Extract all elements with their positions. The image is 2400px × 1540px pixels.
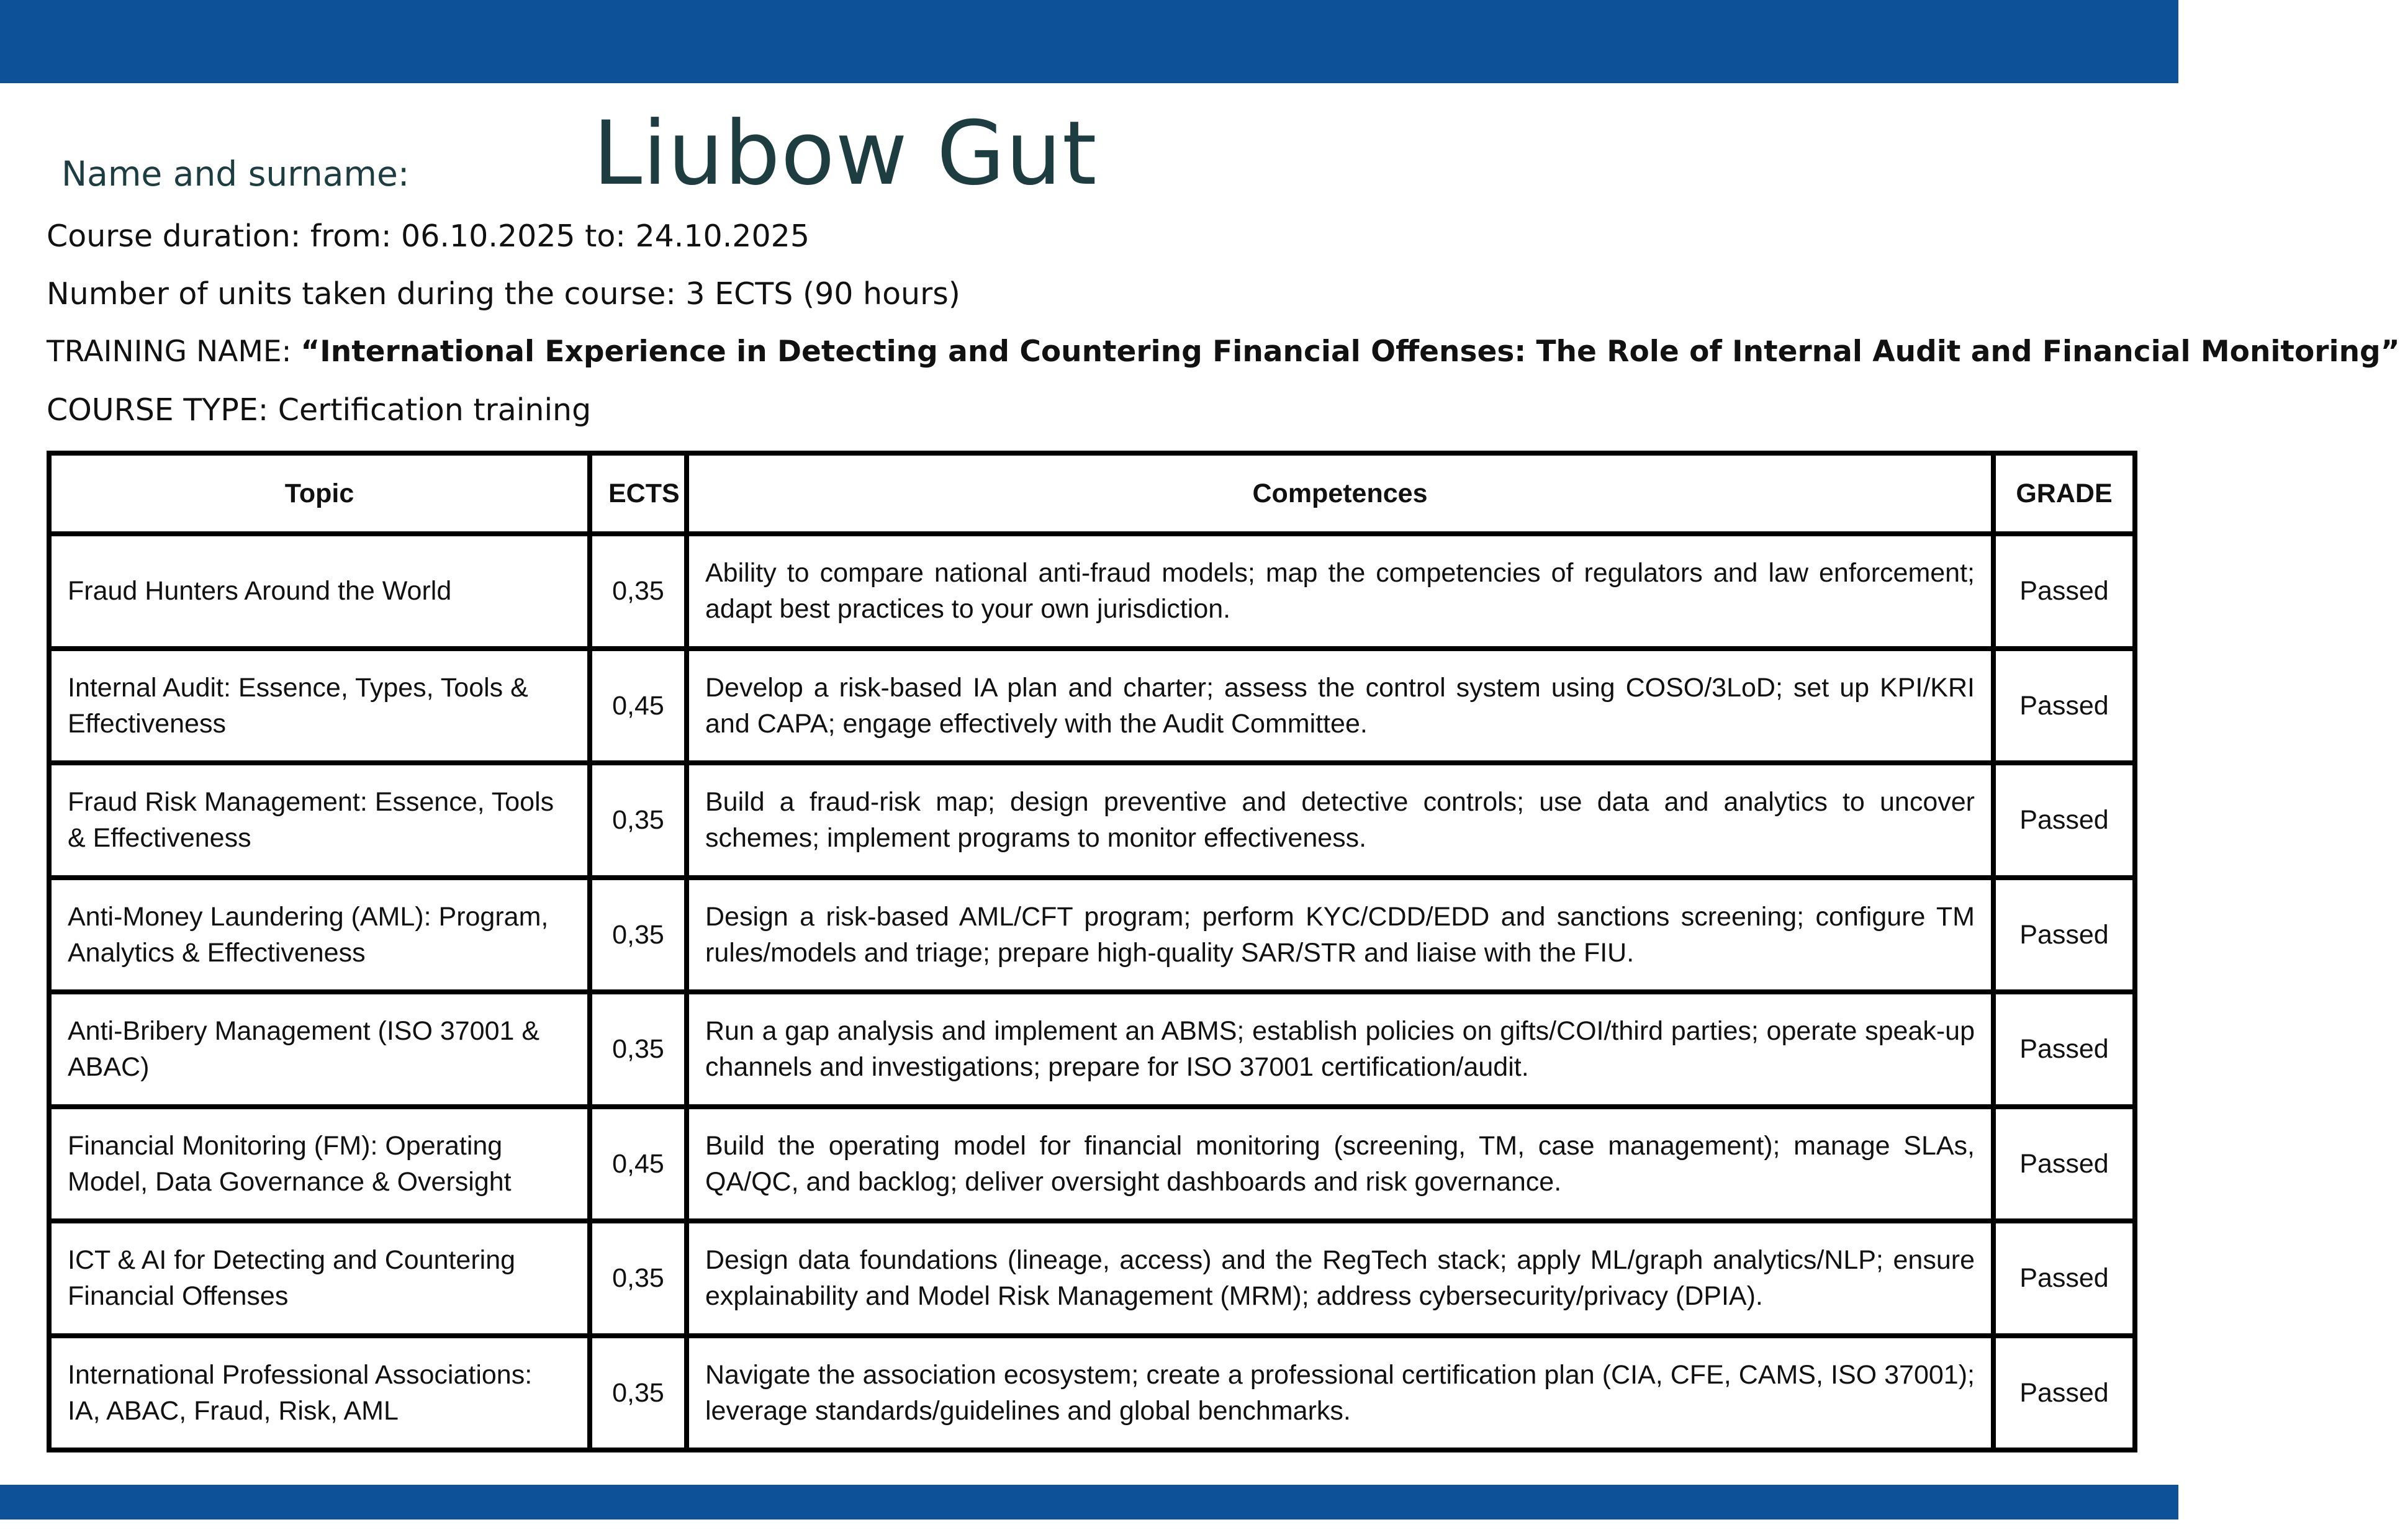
table-row [49,992,2135,1107]
topic-cell: Fraud Hunters Around the World [49,534,590,649]
table-row [49,1107,2135,1222]
top-banner [0,0,2178,83]
competences-cell: Build a fraud-risk map; design preventive and detective controls; use data and analytics to uncover schemes; implement programs to monitor effectiveness. [687,763,1993,878]
grade-cell: Passed [1993,1221,2135,1336]
ects-cell: 0,35 [590,763,687,878]
grade-cell: Passed [1993,649,2135,763]
ects-cell: 0,45 [590,649,687,763]
course-duration: Course duration: from: 06.10.2025 to: 24.10.2025 [47,218,810,254]
competences-cell: Design data foundations (lineage, access) and the RegTech stack; apply ML/graph analytics/NLP; ensure explainability and Model Risk Management (MRM); address cybersecurity/privacy (DPIA). [687,1221,1993,1336]
table-row [49,763,2135,878]
participant-name: Liubow Gut [593,102,1098,205]
topic-cell: Internal Audit: Essence, Types, Tools & Effectiveness [49,649,590,763]
bottom-banner [0,1485,2178,1520]
table-row [49,1221,2135,1336]
training-name [47,335,2400,369]
ects-cell: 0,35 [590,992,687,1107]
topic-cell: Anti-Bribery Management (ISO 37001 & ABAC) [49,992,590,1107]
table-row [49,878,2135,993]
training-name-value: “International Experience in Detecting and Countering Financial Offenses: The Role of Internal Audit and Financial Monitoring” [300,335,2400,369]
competences-cell: Design a risk-based AML/CFT program; perform KYC/CDD/EDD and sanctions screening; configure TM rules/models and triage; prepare high-quality SAR/STR and liaise with the FIU. [687,878,1993,993]
header-competences: Competences [687,453,1993,534]
name-label: Name and surname: [61,154,410,194]
competences-cell: Build the operating model for financial monitoring (screening, TM, case management); manage SLAs, QA/QC, and backlog; deliver oversight dashboards and risk governance. [687,1107,1993,1222]
ects-cell: 0,35 [590,878,687,993]
topic-cell: Financial Monitoring (FM): Operating Model, Data Governance & Oversight [49,1107,590,1222]
header-ects: ECTS [590,453,687,534]
units-taken: Number of units taken during the course: 3 ECTS (90 hours) [47,276,960,312]
competences-cell: Develop a risk-based IA plan and charter; assess the control system using COSO/3LoD; set up KPI/KRI and CAPA; engage effectively with the Audit Committee. [687,649,1993,763]
table-row [49,649,2135,763]
ects-cell: 0,35 [590,1336,687,1451]
grade-cell: Passed [1993,878,2135,993]
grade-cell: Passed [1993,1107,2135,1222]
table-row [49,534,2135,649]
competences-cell: Navigate the association ecosystem; create a professional certification plan (CIA, CFE, CAMS, ISO 37001); leverage standards/guidelines and global benchmarks. [687,1336,1993,1451]
topic-cell: Anti-Money Laundering (AML): Program, Analytics & Effectiveness [49,878,590,993]
competences-cell: Run a gap analysis and implement an ABMS; establish policies on gifts/COI/third parties; operate speak-up channels and investigations; prepare for ISO 37001 certification/audit. [687,992,1993,1107]
topics-table [47,451,2137,1452]
header-topic: Topic [49,453,590,534]
table-row [49,1336,2135,1451]
grade-cell: Passed [1993,992,2135,1107]
ects-cell: 0,35 [590,1221,687,1336]
topic-cell: ICT & AI for Detecting and Countering Financial Offenses [49,1221,590,1336]
course-type: COURSE TYPE: Certification training [47,392,592,428]
grade-cell: Passed [1993,763,2135,878]
grade-cell: Passed [1993,534,2135,649]
training-name-label: TRAINING NAME: [47,335,301,369]
ects-cell: 0,35 [590,534,687,649]
ects-cell: 0,45 [590,1107,687,1222]
topic-cell: Fraud Risk Management: Essence, Tools & Effectiveness [49,763,590,878]
grade-cell: Passed [1993,1336,2135,1451]
topic-cell: International Professional Associations: IA, ABAC, Fraud, Risk, AML [49,1336,590,1451]
competences-cell: Ability to compare national anti-fraud models; map the competencies of regulators and law enforcement; adapt best practices to your own jurisdiction. [687,534,1993,649]
header-grade: GRADE [1993,453,2135,534]
table-header-row [49,453,2135,534]
